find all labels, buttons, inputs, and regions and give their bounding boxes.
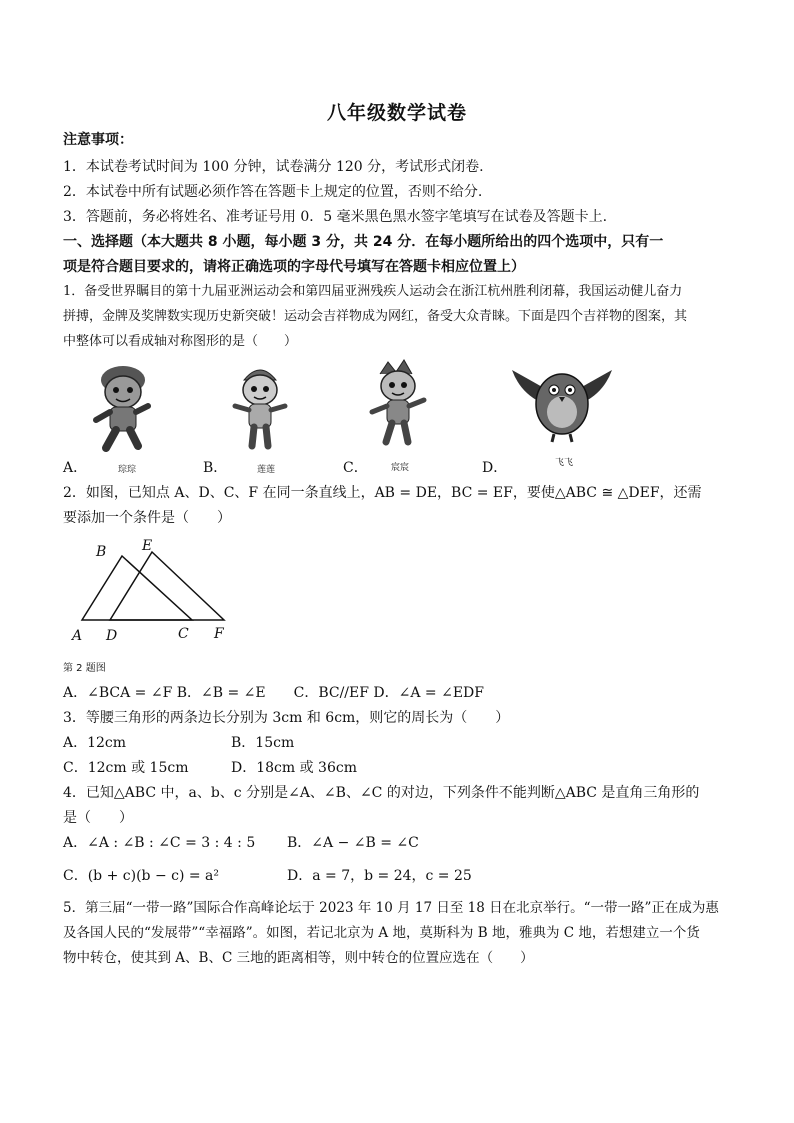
q1-caption-a: 琮琮 (118, 465, 137, 475)
q1-caption-d: 飞飞 (555, 458, 574, 468)
q4-option-a[interactable]: A．∠A : ∠B : ∠C = 3 : 4 : 5 (63, 835, 256, 851)
figure-label-c: C (178, 626, 189, 642)
q1-option-d[interactable]: D． (482, 460, 508, 476)
section1-instructions-line1: 一、选择题（本大题共 8 小题，每小题 3 分，共 24 分．在每小题所给出的四个选项中，只有一 (63, 234, 664, 250)
q1-stem-line1: 1．备受世界瞩目的第十九届亚洲运动会和第四届亚洲残疾人运动会在浙江杭州胜利闭幕，我国运动健儿奋力 (63, 284, 683, 299)
q2-figure-caption: 第 2 题图 (63, 663, 106, 674)
q3-option-a[interactable]: A．12cm (63, 735, 127, 751)
q4-option-d[interactable]: D．a = 7，b = 24，c = 25 (287, 868, 472, 884)
q3-stem: 3．等腰三角形的两条边长分别为 3cm 和 6cm，则它的周长为（ ） (63, 710, 510, 726)
q4-stem-line1: 4．已知△ABC 中，a、b、c 分别是∠A、∠B、∠C 的对边，下列条件不能判断△ABC 是直角三角形的 (63, 785, 700, 801)
page-title: 八年级数学试卷 (326, 102, 467, 124)
mascot-lianlian-image (230, 360, 290, 452)
q1-caption-c: 宸宸 (391, 463, 410, 473)
mascot-feifei-image (510, 362, 614, 444)
q1-option-b[interactable]: B． (203, 460, 228, 476)
q2-stem-line1: 2．如图，已知点 A、D、C、F 在同一条直线上，AB = DE，BC = EF，要使△ABC ≅ △DEF，还需 (63, 485, 702, 501)
q2-options[interactable]: A．∠BCA = ∠F B．∠B = ∠E C．BC//EF D．∠A = ∠EDF (63, 685, 484, 701)
figure-label-d: D (106, 628, 118, 644)
figure-label-f: F (214, 626, 224, 642)
q5-stem-line1: 5．第三届“一带一路”国际合作高峰论坛于 2023 年 10 月 17 日至 18 日在北京举行。“一带一路”正在成为惠 (63, 900, 719, 916)
q3-option-c[interactable]: C．12cm 或 15cm (63, 760, 189, 776)
q4-option-b[interactable]: B．∠A − ∠B = ∠C (287, 835, 419, 851)
q3-option-d[interactable]: D．18cm 或 36cm (231, 760, 357, 776)
mascot-chenchen-image (368, 356, 428, 448)
mascot-congcong-image (88, 362, 158, 454)
q1-caption-b: 莲莲 (257, 465, 276, 475)
note-item-3: 3．答题前，务必将姓名、准考证号用 0．5 毫米黑色黑水签字笔填写在试卷及答题卡上. (63, 209, 608, 225)
notes-heading: 注意事项： (63, 132, 133, 148)
q2-stem-line2: 要添加一个条件是（ ） (63, 510, 231, 526)
q2-triangle-figure (66, 536, 236, 648)
q5-stem-line2: 及各国人民的“发展带”“幸福路”。如图，若记北京为 A 地，莫斯科为 B 地，雅典为 C 地，若想建立一个货 (63, 925, 700, 941)
figure-label-e: E (142, 538, 153, 554)
q4-option-c[interactable]: C．(b + c)(b − c) = a² (63, 868, 220, 884)
figure-label-b: B (96, 544, 107, 560)
note-item-1: 1．本试卷考试时间为 100 分钟，试卷满分 120 分，考试形式闭卷. (63, 159, 484, 175)
q4-stem-line2: 是（ ） (63, 810, 133, 826)
figure-label-a: A (72, 628, 83, 644)
q5-stem-line3: 物中转仓，使其到 A、B、C 三地的距离相等，则中转仓的位置应选在（ ） (63, 950, 534, 966)
section1-instructions-line2: 项是符合题目要求的，请将正确选项的字母代号填写在答题卡相应位置上） (63, 259, 525, 275)
note-item-2: 2．本试卷中所有试题必须作答在答题卡上规定的位置，否则不给分. (63, 184, 483, 200)
q1-option-a[interactable]: A． (63, 460, 88, 476)
q1-option-c[interactable]: C． (343, 460, 368, 476)
q1-stem-line2: 拼搏，金牌及奖牌数实现历史新突破！运动会吉祥物成为网红，备受大众青睐。下面是四个吉祥物的图案，其 (63, 309, 688, 324)
q3-option-b[interactable]: B．15cm (231, 735, 295, 751)
q1-stem-line3: 中整体可以看成轴对称图形的是（ ） (63, 334, 298, 349)
